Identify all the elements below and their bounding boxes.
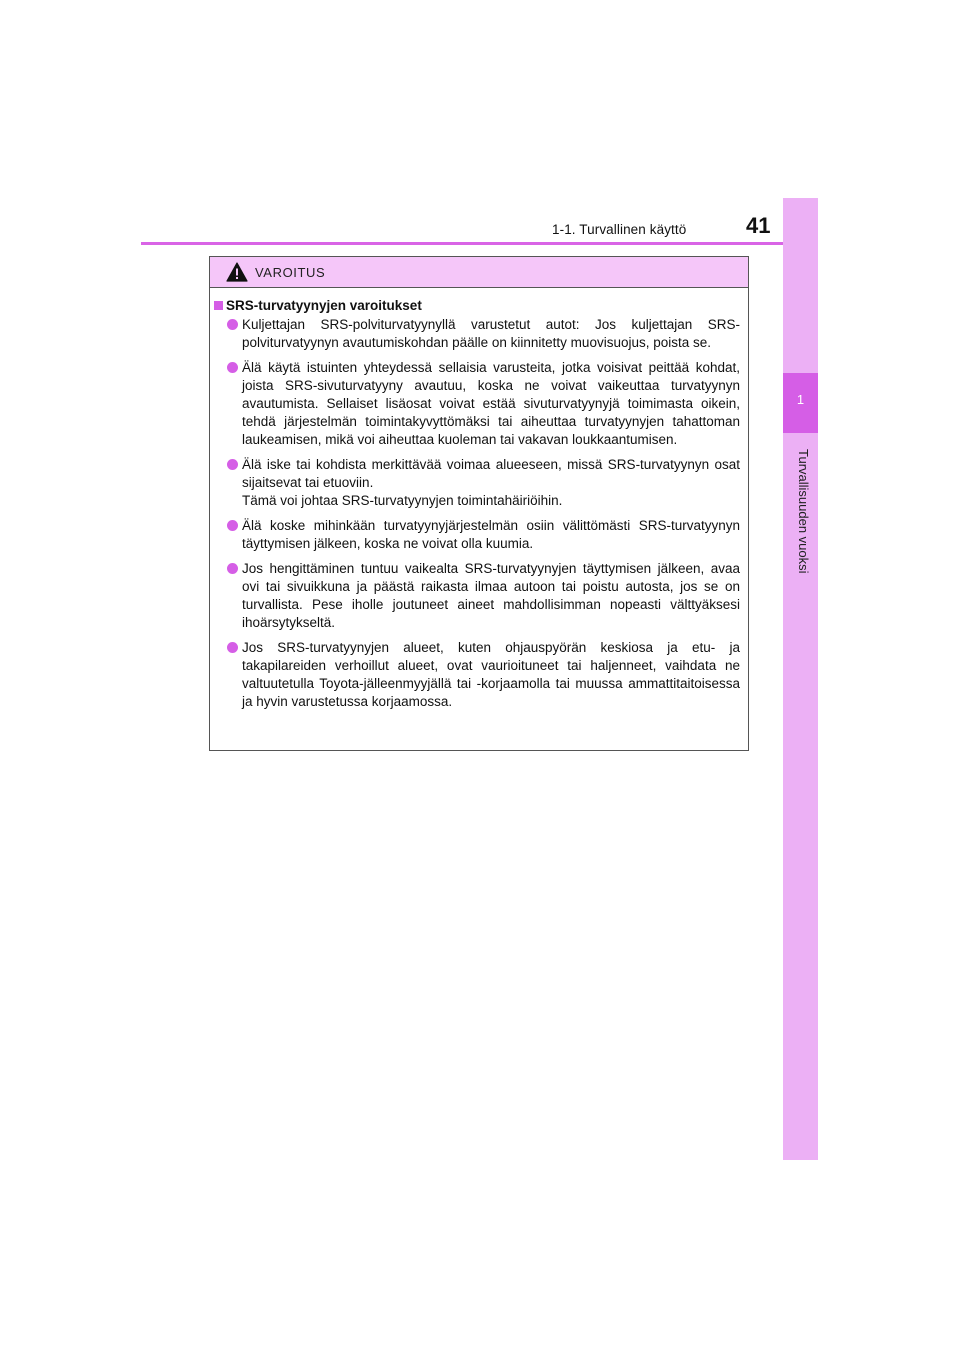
warning-item xyxy=(210,560,748,632)
warning-item xyxy=(210,456,748,510)
section-heading xyxy=(214,297,748,316)
circle-bullet-icon xyxy=(227,362,238,373)
circle-bullet-icon xyxy=(227,520,238,531)
warning-box xyxy=(209,256,749,751)
page-number: 41 xyxy=(746,213,771,238)
warning-item xyxy=(210,517,748,553)
warning-item xyxy=(210,639,748,711)
section-heading-text: SRS-turvatyynyjen varoitukset xyxy=(226,298,422,313)
warning-item-text: Kuljettajan SRS-polviturvatyynyllä varustetut autot: Jos kuljettajan SRS-polviturvatyynyn avautumiskohdan päälle on kiinnitetty muovisuojus, poista se. xyxy=(242,317,740,350)
warning-item-text-continued: Tämä voi johtaa SRS-turvatyynyjen toimintahäiriöihin. xyxy=(242,493,563,508)
warning-header xyxy=(210,257,748,288)
circle-bullet-icon xyxy=(227,642,238,653)
warning-item xyxy=(210,359,748,449)
warning-title: VAROITUS xyxy=(255,265,326,280)
section-title: 1-1. Turvallinen käyttö xyxy=(552,222,687,237)
circle-bullet-icon xyxy=(227,319,238,330)
warning-body xyxy=(210,297,748,718)
chapter-label: Turvallisuuden vuoksi xyxy=(796,449,811,574)
warning-item-text: Älä käytä istuinten yhteydessä sellaisia varusteita, jotka voisivat peittää kohdat, joista SRS-sivuturvatyyny avautuu, koska ne voivat vaikeuttaa turvatyynyn avautumista. Sellaiset lisäosat voivat estää sivuturvatyynyjä toimimasta oikein, tehdä järjestelmän toimintakyvyttömäksi tai aiheuttaa turvatyynyjen tahattoman laukeamisen, mikä voi aiheuttaa kuoleman tai vakavan loukkaantumisen. xyxy=(242,360,740,447)
warning-item-text: Älä koske mihinkään turvatyynyjärjestelmän osiin välittömästi SRS-turvatyynyn täyttymisen jälkeen, koska ne voivat olla kuumia. xyxy=(242,518,740,551)
warning-triangle-icon xyxy=(226,262,248,282)
circle-bullet-icon xyxy=(227,563,238,574)
warning-item-text: Jos hengittäminen tuntuu vaikealta SRS-turvatyynyjen täyttymisen jälkeen, avaa ovi tai sivuikkuna ja päästä raikasta ilmaa autoon tai poistu autosta, jos se on turvallista. Pese iholle joutuneet aineet mahdollisimman nopeasti välttyäksesi ihoärsytykseltä. xyxy=(242,561,740,630)
chapter-side-tab xyxy=(783,198,818,1160)
header-divider xyxy=(141,242,818,245)
warning-item xyxy=(210,316,748,352)
warning-item-text: Jos SRS-turvatyynyjen alueet, kuten ohjauspyörän keskiosa ja etu- ja takapilareiden verhoillut alueet, ovat vaurioituneet tai haljenneet, vaihdata ne valtuutetulla Toyota-jälleenmyyjällä tai -korjaamolla tai muussa ammattitaitoisessa ja hyvin varustetussa korjaamossa. xyxy=(242,640,740,709)
warning-item-text: Älä iske tai kohdista merkittävää voimaa alueeseen, missä SRS-turvatyynyn osat sijaitsevat tai etuoviin. xyxy=(242,457,740,490)
square-bullet-icon xyxy=(214,301,223,310)
chapter-number: 1 xyxy=(796,392,805,407)
circle-bullet-icon xyxy=(227,459,238,470)
